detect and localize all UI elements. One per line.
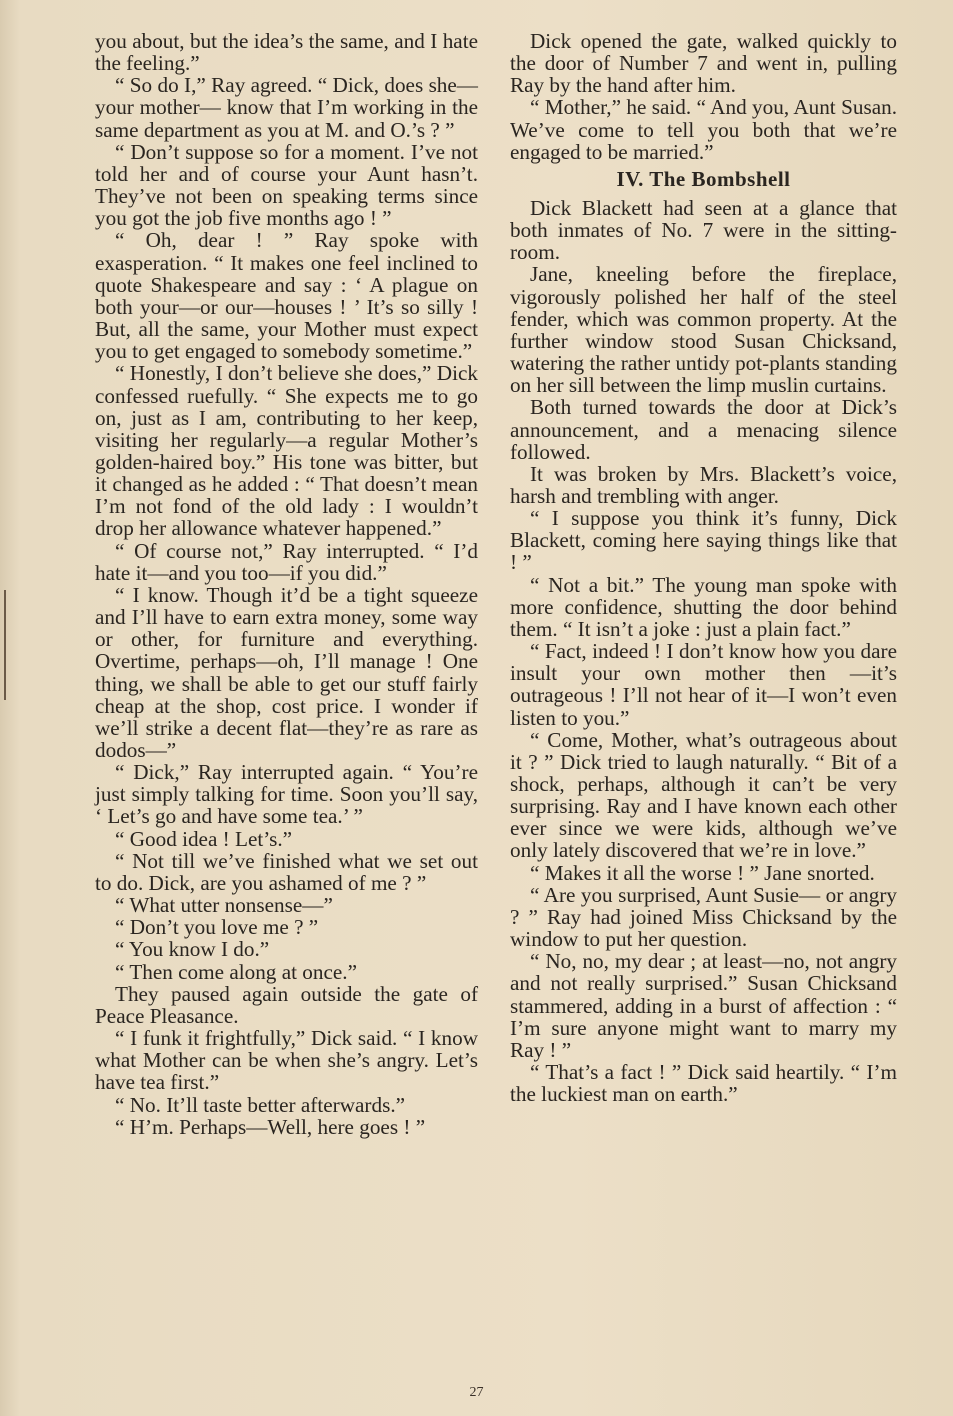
paragraph: you about, but the idea’s the same, and I hate the feeling.” [95, 29, 478, 76]
paragraph: “ Come, Mother, what’s outrageous about it ? ” Dick tried to laugh naturally. “ Bit of a shock, perhaps, although it can’t be very surprising. Ray and I have known each other ever since we were kids, although we’ve only lately discovered that we’re in love.” [510, 727, 897, 863]
paragraph: Both turned towards the door at Dick’s announcement, and a menacing silence followed. [510, 395, 897, 464]
paragraph: “ I funk it frightfully,” Dick said. “ I know what Mother can be when she’s angry. Let’s have tea first.” [95, 1026, 478, 1095]
paragraph: They paused again outside the gate of Peace Pleasance. [95, 981, 478, 1028]
paragraph: “ I know. Though it’d be a tight squeeze and I’ll have to earn extra money, some way or other, for furniture and everything. Overtime, perhaps—oh, I’ll manage ! One thing, we shall be able to get our stuff fairly cheap at the shop, cost price. I wonder if we’ll strike a decent flat—they’re as rare as dodos—” [95, 582, 478, 762]
paragraph: “ Dick,” Ray interrupted again. “ You’re just simply talking for time. Soon you’ll say, ‘ Let’s go and have some tea.’ ” [95, 760, 478, 829]
paragraph: “ Fact, indeed ! I don’t know how you dare insult your own mother then —it’s outrageous ! I’ll not hear of it—I won’t even listen to you.” [510, 639, 897, 730]
paragraph: It was broken by Mrs. Blackett’s voice, harsh and trembling with anger. [510, 461, 897, 508]
paragraph: “ H’m. Perhaps—Well, here goes ! ” [115, 1114, 426, 1139]
paragraph: “ Not till we’ve finished what we set out to do. Dick, are you ashamed of me ? ” [95, 848, 478, 895]
paragraph: Dick opened the gate, walked quickly to the door of Number 7 and went in, pulling Ray by the hand after him. [510, 29, 897, 98]
paragraph: Dick Blackett had seen at a glance that both inmates of No. 7 were in the sitting-room. [510, 195, 897, 265]
paragraph: “ No, no, my dear ; at least—no, not angry and not really surprised.” Susan Chicksand stammered, adding in a burst of affection : “ I’m sure anyone might want to marry my Ray ! ” [510, 949, 897, 1062]
paragraph: “ Don’t you love me ? ” [115, 915, 319, 940]
paragraph: “ That’s a fact ! ” Dick said heartily. “ I’m the luckiest man on earth.” [510, 1060, 897, 1107]
paragraph: “ Are you surprised, Aunt Susie— or angry ? ” Ray had joined Miss Chicksand by the window to put her question. [510, 882, 897, 952]
left-column [95, 30, 478, 1138]
page-edge-mark [4, 590, 6, 700]
paragraph: “ What utter nonsense—” [115, 893, 333, 918]
paragraph: “ Makes it all the worse ! ” Jane snorted. [530, 860, 875, 885]
paragraph: “ Then come along at once.” [115, 959, 357, 984]
paragraph: “ Mother,” he said. “ And you, Aunt Susan. We’ve come to tell you both that we’re engaged to be married.” [510, 95, 897, 164]
paragraph: “ Don’t suppose so for a moment. I’ve not told her and of course your Aunt hasn’t. They’ve not been on speaking terms since you got the job five months ago ! ” [95, 139, 478, 231]
paragraph: “ Honestly, I don’t believe she does,” Dick confessed ruefully. “ She expects me to go on, just as I am, contributing to her keep, visiting her regularly—a regular Mother’s golden-haired boy.” His tone was bitter, but it changed as he added : “ That doesn’t mean I’m not fond of the old lady : I wouldn’t drop her allowance whatever happened.” [95, 361, 478, 541]
page-number: 27 [469, 1385, 484, 1400]
paragraph: “ So do I,” Ray agreed. “ Dick, does she—your mother— know that I’m working in the same department as you at M. and O.’s ? ” [95, 73, 478, 142]
paragraph: Jane, kneeling before the fireplace, vigorously polished her half of the steel fender, which was common property. At the further window stood Susan Chicksand, watering the rather untidy pot-plants standing on her sill between the limp muslin curtains. [510, 262, 897, 398]
paragraph: “ Not a bit.” The young man spoke with more confidence, shutting the door behind them. “ It isn’t a joke : just a plain fact.” [510, 572, 897, 641]
paragraph: “ Of course not,” Ray interrupted. “ I’d hate it—and you too—if you did.” [95, 538, 478, 585]
paragraph: “ Good idea ! Let’s.” [115, 826, 293, 851]
section-heading: IV. The Bombshell [616, 166, 791, 191]
right-column [510, 30, 897, 1105]
paragraph: “ You know I do.” [115, 937, 270, 962]
paragraph: “ No. It’ll taste better afterwards.” [115, 1092, 406, 1117]
paragraph: “ I suppose you think it’s funny, Dick Blackett, coming here saying things like that ! ” [510, 506, 897, 575]
paragraph: “ Oh, dear ! ” Ray spoke with exasperation. “ It makes one feel inclined to quote Shakespeare and say : ‘ A plague on both your—or our—houses ! ’ It’s so silly ! But, all the same, your Mother must expect you to get engaged to somebody sometime.” [95, 228, 478, 364]
